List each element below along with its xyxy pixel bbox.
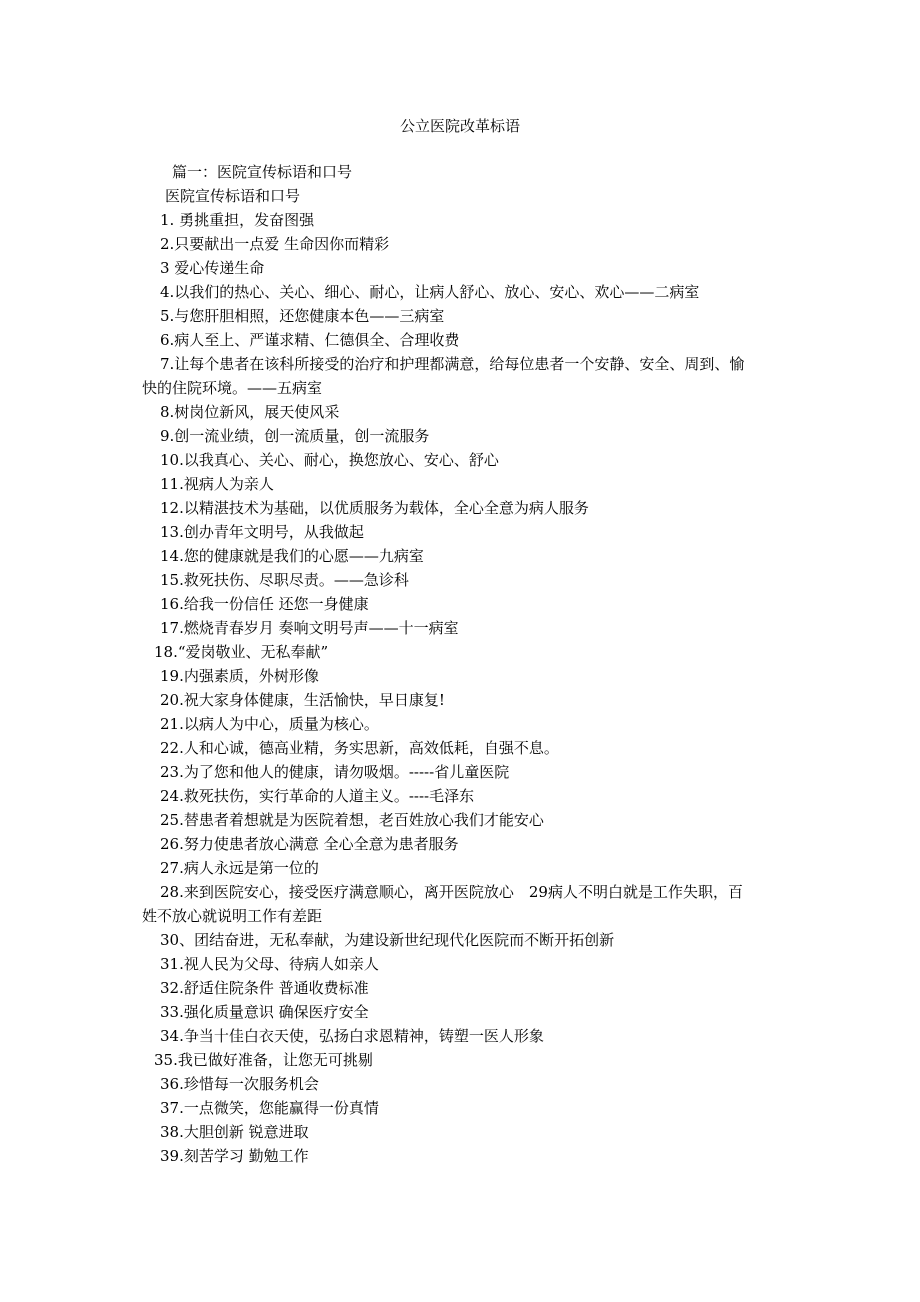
list-item: 17.燃烧青春岁月 奏响文明号声——十一病室 <box>160 619 459 637</box>
list-item: 20.祝大家身体健康，生活愉快，早日康复! <box>160 691 445 709</box>
list-item: 4.以我们的热心、关心、细心、耐心，让病人舒心、放心、安心、欢心——二病室 <box>160 283 700 301</box>
list-item: 23.为了您和他人的健康，请勿吸烟。-----省儿童医院 <box>160 763 510 781</box>
list-item-continuation: 姓不放心就说明工作有差距 <box>142 907 323 925</box>
list-item: 5.与您肝胆相照，还您健康本色——三病室 <box>160 307 445 325</box>
list-item: 11.视病人为亲人 <box>160 475 274 493</box>
list-item: 10.以我真心、关心、耐心，换您放心、安心、舒心 <box>160 451 499 469</box>
list-item: 19.内强素质，外树形像 <box>160 667 319 685</box>
list-item: 36.珍惜每一次服务机会 <box>160 1075 319 1093</box>
list-item: 24.救死扶伤，实行革命的人道主义。----毛泽东 <box>160 787 475 805</box>
list-item: 21.以病人为中心，质量为核心。 <box>160 715 379 733</box>
subheading: 医院宣传标语和口号 <box>165 187 301 205</box>
list-item: 33.强化质量意识 确保医疗安全 <box>160 1003 369 1021</box>
list-item: 3 爱心传递生命 <box>160 259 265 277</box>
list-item: 31.视人民为父母、待病人如亲人 <box>160 955 379 973</box>
list-item: 28.来到医院安心，接受医疗满意顺心，离开医院放心 29病人不明白就是工作失职，百 <box>160 883 743 901</box>
list-item: 38.大胆创新 锐意进取 <box>160 1123 309 1141</box>
list-item: 16.给我一份信任 还您一身健康 <box>160 595 369 613</box>
list-item: 27.病人永远是第一位的 <box>160 859 319 877</box>
list-item: 15.救死扶伤、尽职尽责。——急诊科 <box>160 571 409 589</box>
list-item: 12.以精湛技术为基础，以优质服务为载体，全心全意为病人服务 <box>160 499 589 517</box>
list-item: 25.替患者着想就是为医院着想，老百姓放心我们才能安心 <box>160 811 544 829</box>
list-item: 35.我已做好准备，让您无可挑剔 <box>154 1051 373 1069</box>
list-item: 9.创一流业绩，创一流质量，创一流服务 <box>160 427 430 445</box>
list-item: 18.“爱岗敬业、无私奉献” <box>154 643 329 661</box>
list-item: 8.树岗位新风，展天使风采 <box>160 403 340 421</box>
list-item: 22.人和心诚，德高业精，务实思新，高效低耗，自强不息。 <box>160 739 559 757</box>
list-item: 39.刻苦学习 勤勉工作 <box>160 1147 309 1165</box>
list-item: 13.创办青年文明号，从我做起 <box>160 523 364 541</box>
section-heading: 篇一：医院宣传标语和口号 <box>172 163 353 181</box>
document-title: 公立医院改革标语 <box>399 117 520 135</box>
list-item: 1. 勇挑重担，发奋图强 <box>160 211 315 229</box>
list-item: 6.病人至上、严谨求精、仁德俱全、合理收费 <box>160 331 460 349</box>
list-item: 7.让每个患者在该科所接受的治疗和护理都满意，给每位患者一个安静、安全、周到、愉 <box>160 355 745 373</box>
list-item: 2.只要献出一点爱 生命因你而精彩 <box>160 235 390 253</box>
list-item: 37.一点微笑，您能赢得一份真情 <box>160 1099 379 1117</box>
list-item-continuation: 快的住院环境。——五病室 <box>142 379 323 397</box>
list-item: 14.您的健康就是我们的心愿——九病室 <box>160 547 424 565</box>
list-item: 30、团结奋进，无私奉献，为建设新世纪现代化医院而不断开拓创新 <box>160 931 615 949</box>
list-item: 32.舒适住院条件 普通收费标准 <box>160 979 369 997</box>
list-item: 34.争当十佳白衣天使，弘扬白求恩精神，铸塑一医人形象 <box>160 1027 544 1045</box>
list-item: 26.努力使患者放心满意 全心全意为患者服务 <box>160 835 459 853</box>
